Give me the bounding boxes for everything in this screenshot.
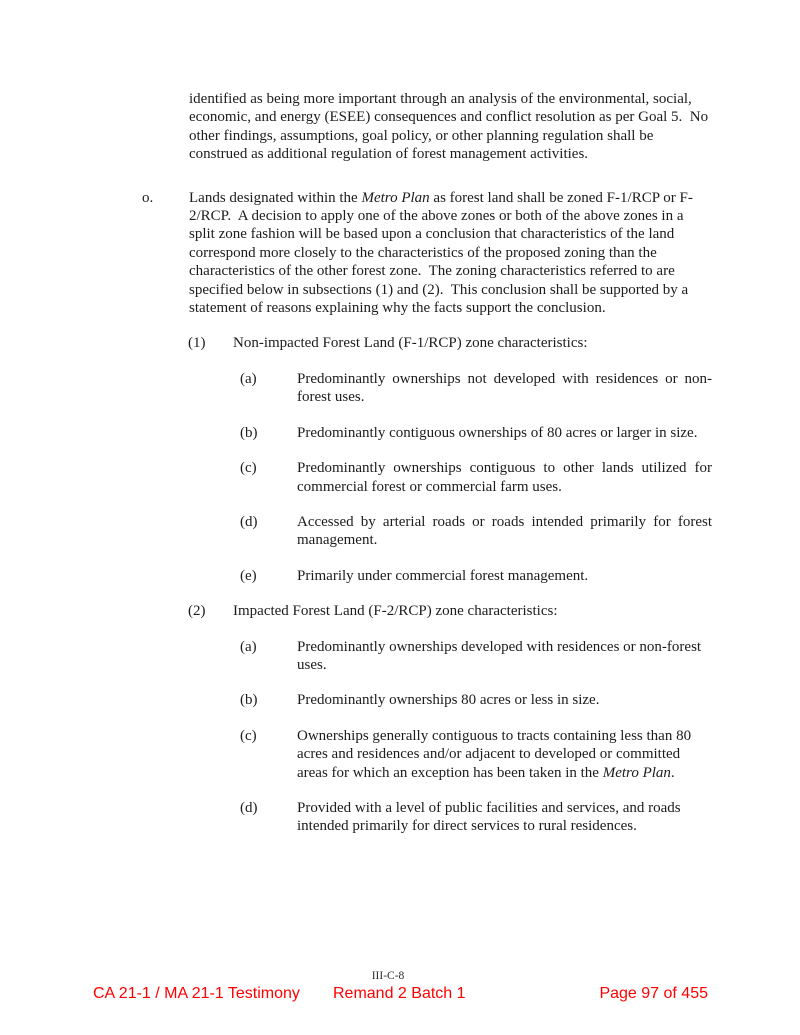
item-o [142, 189, 713, 318]
section-1-item-d-text: Accessed by arterial roads or roads intended primarily for forest management. [297, 513, 712, 549]
section-2-item-c-text-part2: . [670, 764, 675, 781]
section-2-item-a-text: Predominantly ownerships developed with residences or non-forest uses. [297, 638, 702, 673]
item-o-text [189, 190, 693, 316]
footer-stamp-left: CA 21-1 / MA 21-1 Testimony [93, 985, 300, 1002]
section-2-item-c-label: (c) [240, 727, 257, 744]
section-1-item-c [240, 459, 712, 496]
section-1-item-c-text: Predominantly ownerships contiguous to other lands utilized for commercial forest or commercial farm uses. [297, 460, 712, 495]
section-1-label: (1) [188, 335, 206, 352]
footer-stamp-center: Remand 2 Batch 1 [333, 985, 466, 1002]
section-1-item-d [240, 513, 712, 550]
section-1-item-a-label: (a) [240, 370, 257, 387]
section-2-item-a [240, 638, 712, 675]
section-2-item-b [240, 691, 712, 709]
item-o-text-part2: as forest land shall be zoned F-1/RCP or F-2/RCP. A decision to apply one of the above zones or both of the above zones in a split zone fashion will be based upon a conclusion that characteristics of the land correspond more closely to the characteristics of the proposed zoning than the characteristics of the other forest zone. The zoning characteristics referred to are specified below in subsections (1) and (2). This conclusion shall be supported by a statement of reasons explaining why the facts support the conclusion. [189, 189, 693, 317]
section-1-item-a [240, 370, 712, 407]
section-1-item-a-text: Predominantly ownerships not developed with residences or non-forest uses. [297, 370, 712, 406]
section-2-item-d [240, 799, 712, 836]
section-2-item-c-text-part1: Ownerships generally contiguous to tracts containing less than 80 acres and residences and/or adjacent to developed or committed areas for which an exception has been taken in the [297, 727, 692, 781]
footer-page-number: III-C-8 [371, 970, 405, 982]
section-1-item-b-text: Predominantly contiguous ownerships of 80 acres or larger in size. [297, 424, 698, 441]
intro-paragraph: identified as being more important through an analysis of the environmental, social, economic, and energy (ESEE) consequences and conflict resolution as per Goal 5. No other findings, assumptions, goal policy, or other planning regulation shall be construed as additional regulation of forest management activities. [189, 91, 712, 163]
section-1-item-b [240, 424, 712, 442]
section-1-item-d-label: (d) [240, 513, 258, 530]
section-1-heading: Non-impacted Forest Land (F-1/RCP) zone characteristics: [233, 335, 588, 352]
section-1-item-e-text: Primarily under commercial forest management. [297, 567, 589, 584]
section-1-item-c-label: (c) [240, 460, 257, 477]
metro-plan-italic-1: Metro Plan [361, 189, 430, 206]
section-2-item-c-text [297, 728, 691, 781]
section-1-item-e-label: (e) [240, 567, 257, 584]
item-o-text-part1: Lands designated within the [189, 189, 362, 206]
section-2-item-d-label: (d) [240, 799, 258, 816]
item-o-label: o. [142, 189, 154, 206]
metro-plan-italic-2: Metro Plan [602, 764, 671, 781]
section-1-heading-row [188, 334, 712, 352]
section-2-heading-row [188, 602, 712, 620]
section-2-item-d-text: Provided with a level of public facilities and services, and roads intended primarily for direct services to rural residences. [297, 799, 681, 835]
section-2-item-b-text: Predominantly ownerships 80 acres or less in size. [297, 692, 600, 709]
section-2-label: (2) [188, 603, 206, 620]
section-2-item-a-label: (a) [240, 638, 257, 655]
section-2-item-c [240, 727, 712, 782]
section-2-heading: Impacted Forest Land (F-2/RCP) zone characteristics: [233, 603, 558, 620]
footer-stamp-right: Page 97 of 455 [599, 985, 708, 1002]
section-1-item-b-label: (b) [240, 424, 258, 441]
section-2-item-b-label: (b) [240, 692, 258, 709]
section-1-item-e [240, 567, 712, 585]
